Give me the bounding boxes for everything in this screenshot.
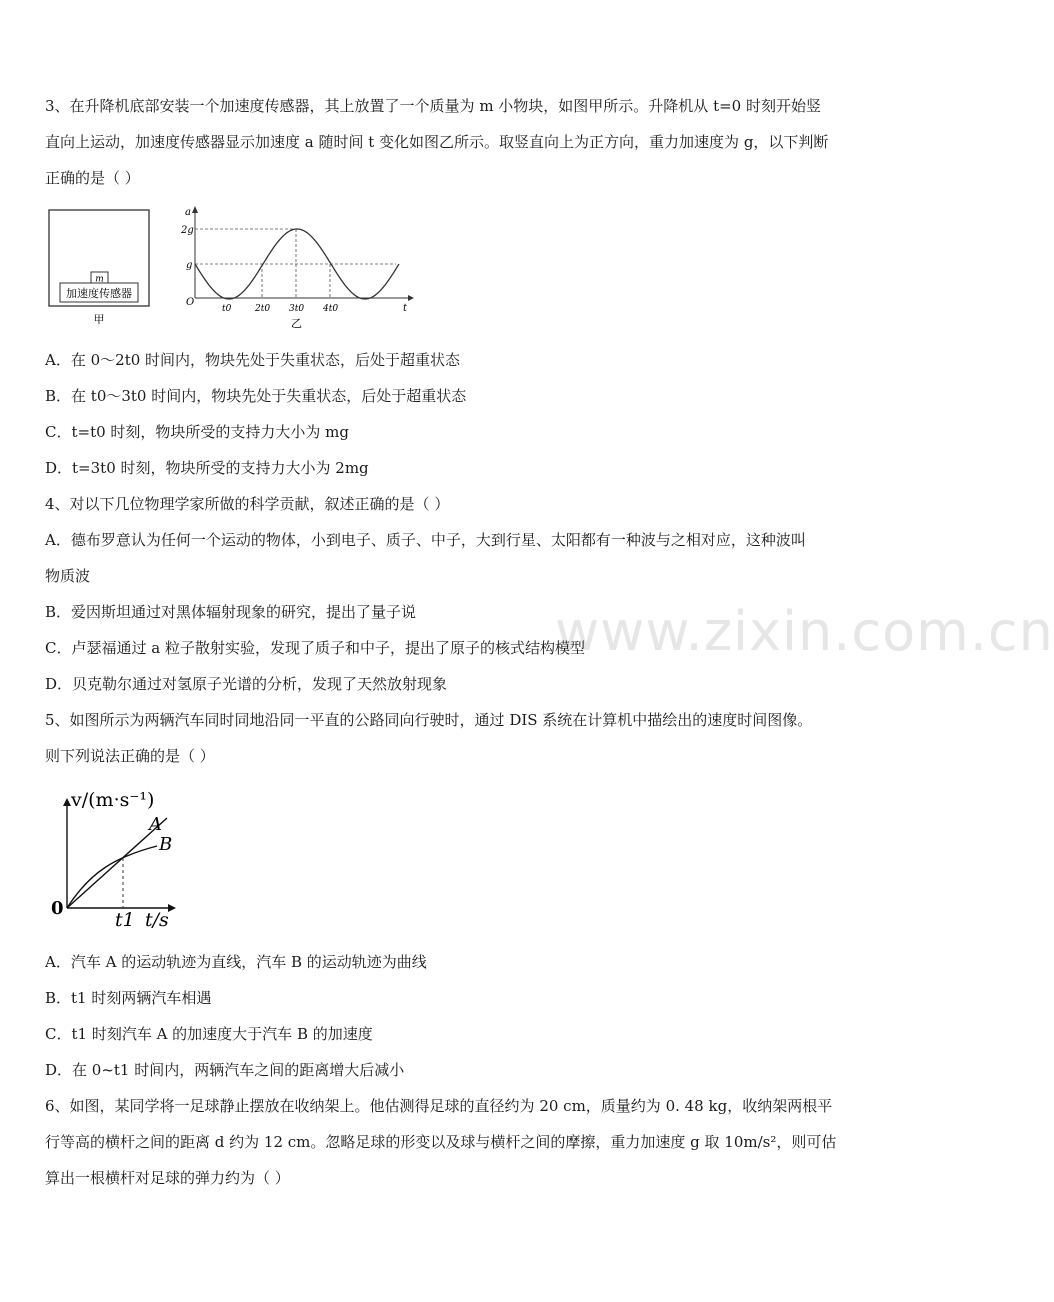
watermark: www.zixin.com.cn	[555, 600, 1054, 663]
q5-option-a[interactable]: A．汽车 A 的运动轨迹为直线，汽车 B 的运动轨迹为曲线	[45, 953, 427, 971]
q3-stem-line-1: 3、在升降机底部安装一个加速度传感器，其上放置了一个质量为 m 小物块，如图甲所示。升降机从 t=0 时刻开始竖	[45, 97, 821, 115]
q5-option-c[interactable]: C．t1 时刻汽车 A 的加速度大于汽车 B 的加速度	[45, 1025, 373, 1043]
x-tick-t1: t1	[115, 909, 135, 931]
curve-label-b: B	[159, 834, 173, 855]
x-tick-3t0: 3t0	[289, 304, 305, 314]
q4-option-c[interactable]: C．卢瑟福通过 a 粒子散射实验，发现了质子和中子，提出了原子的核式结构模型	[45, 639, 585, 657]
q5-figure-velocity-graph	[45, 782, 185, 942]
q4-option-a-continued: 物质波	[45, 567, 91, 585]
curve-label-a: A	[149, 814, 162, 835]
q6-stem-line-3: 算出一根横杆对足球的弹力约为（ ）	[45, 1169, 290, 1187]
q3-option-b[interactable]: B．在 t0～3t0 时间内，物块先处于失重状态，后处于超重状态	[45, 387, 467, 405]
q6-stem-line-1: 6、如图，某同学将一足球静止摆放在收纳架上。他估测得足球的直径约为 20 cm，质量约为 0. 48 kg，收纳架两根平	[45, 1097, 833, 1115]
q3-option-a[interactable]: A．在 0～2t0 时间内，物块先处于失重状态，后处于超重状态	[45, 351, 461, 369]
origin-label: O	[186, 297, 195, 308]
x-axis-label: t	[403, 303, 408, 314]
y-tick-g: g	[186, 260, 193, 271]
q3-option-d[interactable]: D．t=3t0 时刻，物块所受的支持力大小为 2mg	[45, 459, 369, 477]
q3-stem-line-3: 正确的是（ ）	[45, 169, 140, 187]
q5-stem-line-2: 则下列说法正确的是（ ）	[45, 747, 215, 765]
q3-figure-acceleration-graph	[178, 203, 418, 333]
origin-label: 0	[51, 898, 64, 919]
curve-b	[67, 846, 157, 908]
q3-stem-line-2: 直向上运动，加速度传感器显示加速度 a 随时间 t 变化如图乙所示。取竖直向上为正方向，重力加速度为 g，以下判断	[45, 133, 829, 151]
sensor-label: 加速度传感器	[66, 287, 132, 300]
x-axis-label: t/s	[145, 909, 169, 931]
figure-caption-yi: 乙	[291, 317, 302, 330]
q5-option-b[interactable]: B．t1 时刻两辆汽车相遇	[45, 989, 212, 1007]
figure-caption-jia: 甲	[93, 313, 105, 326]
q5-option-d[interactable]: D．在 0~t1 时间内，两辆汽车之间的距离增大后减小	[45, 1061, 405, 1079]
q5-stem-line-1: 5、如图所示为两辆汽车同时同地沿同一平直的公路同向行驶时，通过 DIS 系统在计算机中描绘出的速度时间图像。	[45, 711, 813, 729]
x-tick-4t0: 4t0	[323, 304, 339, 314]
q4-stem: 4、对以下几位物理学家所做的科学贡献，叙述正确的是（ ）	[45, 495, 450, 513]
q3-figure-elevator	[45, 205, 155, 330]
q4-option-a[interactable]: A．德布罗意认为任何一个运动的物体，小到电子、质子、中子，大到行星、太阳都有一种波与之相对应，这种波叫	[45, 531, 806, 549]
q4-option-d[interactable]: D．贝克勒尔通过对氢原子光谱的分析，发现了天然放射现象	[45, 675, 448, 693]
q4-option-b[interactable]: B．爱因斯坦通过对黑体辐射现象的研究，提出了量子说	[45, 603, 417, 621]
q6-stem-line-2: 行等高的横杆之间的距离 d 约为 12 cm。忽略足球的形变以及球与横杆之间的摩擦，重力加速度 g 取 10m/s²，则可估	[45, 1133, 837, 1151]
y-tick-2g: 2g	[181, 225, 194, 236]
x-tick-2t0: 2t0	[255, 304, 271, 314]
block-label: m	[95, 274, 104, 285]
y-axis-label: a	[185, 207, 191, 218]
q3-option-c[interactable]: C．t=t0 时刻，物块所受的支持力大小为 mg	[45, 423, 350, 441]
y-axis-label: v/(m·s⁻¹)	[71, 789, 155, 811]
x-tick-t0: t0	[222, 304, 232, 314]
